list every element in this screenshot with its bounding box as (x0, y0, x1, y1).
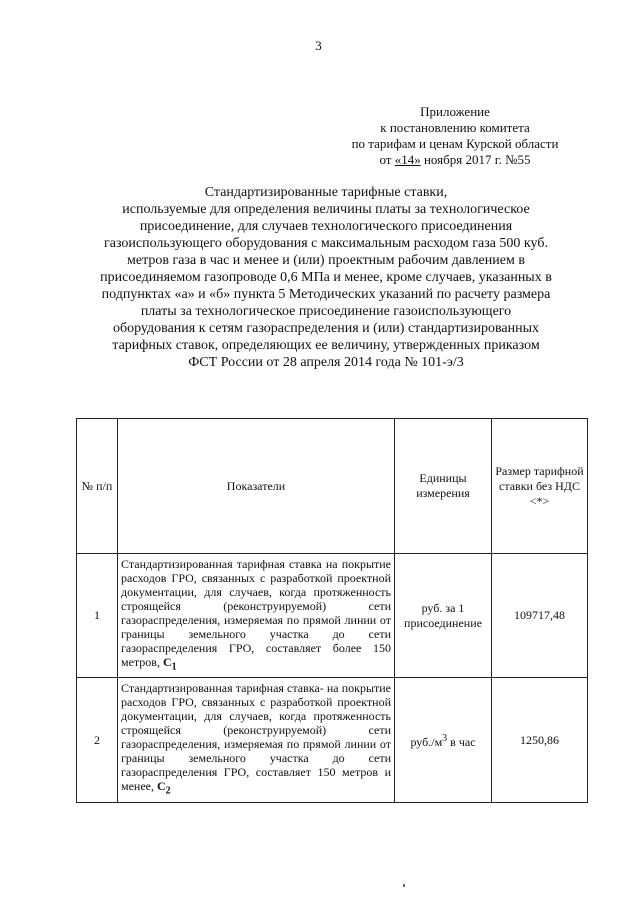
description-text: Стандартизированная тарифная ставка- на покрытие расходов ГРО, связанных с разработкой проектной документации, для случаев, когда протяженность строящейся (реконструируемой) сети газораспределения, измеряемая по прямой линии от границы земельного участка до сети газораспределения ГРО, составляет 150 метров и менее, (121, 681, 391, 794)
table-row (77, 678, 588, 802)
row-description (118, 554, 395, 678)
date-suffix: ноября 2017 г. №55 (420, 152, 531, 167)
title-line: платы за технологическое присоединение газоиспользующего (140, 304, 512, 319)
appendix-date (330, 152, 580, 168)
symbol-subscript: 1 (171, 661, 177, 673)
page-number: 3 (315, 38, 322, 53)
row-value: 1250,86 (492, 678, 588, 802)
appendix-block (330, 104, 580, 168)
date-prefix: от (379, 152, 395, 167)
row-value: 109717,48 (492, 554, 588, 678)
title-line: оборудования к сетям газораспределения и (или) стандартизированных (112, 321, 539, 336)
title-line: подпунктах «а» и «б» пункта 5 Методических указаний по расчету размера (101, 287, 551, 302)
title-line: ФСТ России от 28 апреля 2014 года № 101-э/3 (188, 355, 464, 370)
rate-symbol (157, 779, 171, 797)
title-line: газоиспользующего оборудования с максимальным расходом газа 500 куб. (104, 236, 548, 251)
symbol-letter: С (162, 655, 172, 669)
row-num: 1 (77, 554, 118, 678)
appendix-line-1: Приложение (420, 104, 490, 119)
scan-speck (403, 884, 405, 887)
title-line: используемые для определения величины платы за технологическое (122, 202, 530, 217)
table-header-row (77, 419, 588, 554)
symbol-subscript: 2 (165, 785, 171, 797)
header-rate: Размер тарифной ставки без НДС <*> (492, 419, 588, 554)
rate-symbol (162, 655, 177, 673)
header-unit: Единицы измерения (395, 419, 492, 554)
unit-suffix: в час (447, 734, 476, 749)
row-description (118, 678, 395, 802)
title-line: присоединяемом газопроводе 0,6 МПа и менее, кроме случаев, указанных в (100, 270, 552, 285)
title-line: присоединение, для случаев технологического присоединения (139, 219, 513, 234)
row-unit: руб. за 1 присоединение (395, 554, 492, 678)
appendix-line-2: к постановлению комитета (380, 120, 530, 135)
table-row (77, 554, 588, 678)
header-indicator: Показатели (118, 419, 395, 554)
date-day: «14» (394, 152, 421, 167)
document-title (76, 184, 576, 371)
symbol-letter: С (157, 779, 166, 794)
unit-superscript: 3 (442, 732, 448, 744)
appendix-line-3: по тарифам и ценам Курской области (351, 136, 559, 151)
unit-prefix: руб./м (410, 734, 443, 749)
header-num: № п/п (77, 419, 118, 554)
tariff-rates-table (76, 418, 588, 803)
title-line: метров газа в час и менее и (или) проектным рабочим давлением в (127, 253, 525, 268)
description-text: Стандартизированная тарифная ставка на покрытие расходов ГРО, связанных с разработкой проектной документации, для случаев, когда протяженность строящейся (реконструируемой) сети газораспределения, измеряемая по прямой линии от границы земельного участка до сети газораспределения ГРО, составляет более 150 метров, (121, 557, 391, 669)
title-line: Стандартизированные тарифные ставки, (204, 185, 448, 200)
title-line: тарифных ставок, определяющих ее величину, утвержденных приказом (112, 338, 540, 353)
row-num: 2 (77, 678, 118, 802)
row-unit (395, 678, 492, 802)
